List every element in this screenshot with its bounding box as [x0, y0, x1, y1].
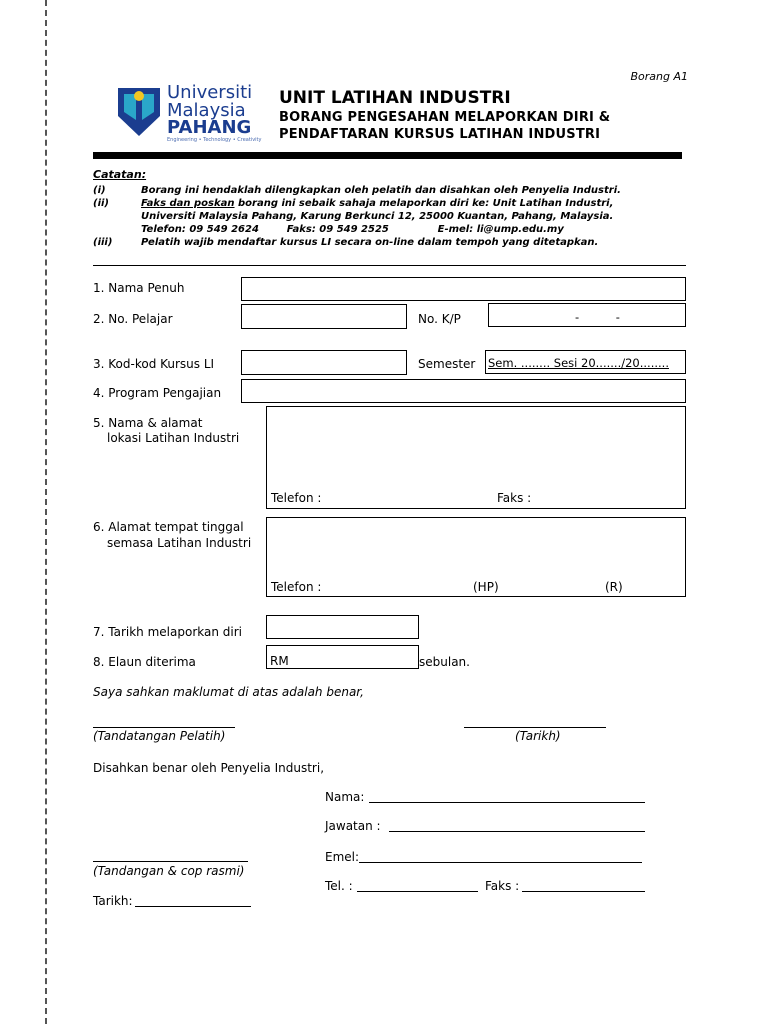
form-id: Borang A1 [630, 70, 688, 83]
label-tarikh-penyelia: Tarikh: [93, 894, 133, 908]
kod-kursus-field[interactable] [241, 350, 407, 375]
label-nama-penuh: 1. Nama Penuh [93, 281, 185, 295]
nama-line[interactable] [369, 802, 645, 803]
jawatan-line[interactable] [389, 831, 645, 832]
logo-tagline: Engineering • Technology • Creativity [167, 137, 262, 143]
label-tarikh-lapor: 7. Tarikh melaporkan diri [93, 625, 242, 639]
semester-field[interactable] [485, 350, 686, 374]
label-elaun: 8. Elaun diterima [93, 655, 196, 669]
tel-line[interactable] [357, 891, 478, 892]
faks-line[interactable] [522, 891, 645, 892]
label-tarikh: (Tarikh) [515, 729, 561, 743]
subtitle-line-2: PENDAFTARAN KURSUS LATIHAN INDUSTRI [279, 127, 601, 142]
elaun-field[interactable] [266, 645, 419, 669]
label-no-kp: No. K/P [418, 312, 461, 326]
semester-value: Sem. ........ Sesi 20......./20........ [488, 356, 669, 370]
logo-text-pahang: PAHANG [167, 117, 252, 138]
label-lokasi-1: 5. Nama & alamat [93, 416, 203, 430]
notes-heading: Catatan: [93, 168, 147, 181]
label-alamat-1: 6. Alamat tempat tinggal [93, 520, 244, 534]
declaration-statement: Saya sahkan maklumat di atas adalah benar, [93, 685, 364, 699]
note-item: (i) Borang ini hendaklah dilengkapkan oleh pelatih dan disahkan oleh Penyelia Industri. [93, 185, 621, 196]
notes-divider [93, 265, 686, 266]
header-divider [93, 152, 682, 159]
label-no-pelajar: 2. No. Pelajar [93, 312, 173, 326]
cut-line [45, 0, 47, 1024]
tarikh-penyelia-line[interactable] [135, 906, 251, 907]
logo-text-malaysia: Malaysia [167, 100, 246, 121]
label-cop-rasmi: (Tandangan & cop rasmi) [93, 864, 245, 878]
label-faks: Faks : [485, 879, 520, 893]
elaun-prefix: RM [270, 654, 289, 668]
no-pelajar-field[interactable] [241, 304, 407, 329]
alamat-telefon-label: Telefon : [271, 580, 322, 594]
note-item: Universiti Malaysia Pahang, Karung Berkunci 12, 25000 Kuantan, Pahang, Malaysia. [141, 211, 614, 222]
label-alamat-2: semasa Latihan Industri [107, 536, 252, 550]
label-semester: Semester [418, 357, 476, 371]
label-tel: Tel. : [325, 879, 353, 893]
tarikh-signature-line[interactable] [464, 727, 606, 728]
label-kod-kursus: 3. Kod-kod Kursus LI [93, 357, 215, 371]
tarikh-lapor-field[interactable] [266, 615, 419, 639]
label-nama: Nama: [325, 790, 365, 804]
lokasi-telefon-label: Telefon : [271, 491, 322, 505]
note-item: Telefon: 09 549 2624 Faks: 09 549 2525 E-mel: li@ump.edu.my [141, 224, 564, 235]
alamat-field[interactable] [266, 517, 686, 597]
label-lokasi-2: lokasi Latihan Industri [107, 431, 240, 445]
pelatih-signature-line[interactable] [93, 727, 235, 728]
page-title: UNIT LATIHAN INDUSTRI [279, 88, 511, 108]
label-program: 4. Program Pengajian [93, 386, 222, 400]
nama-penuh-field[interactable] [241, 277, 686, 301]
alamat-hp-label: (HP) [473, 580, 499, 594]
lokasi-faks-label: Faks : [497, 491, 532, 505]
label-tandatangan-pelatih: (Tandatangan Pelatih) [93, 729, 226, 743]
no-kp-field[interactable] [488, 303, 686, 327]
elaun-suffix: sebulan. [419, 655, 470, 669]
ump-shield-logo-icon [116, 86, 162, 138]
lokasi-field[interactable] [266, 406, 686, 509]
subtitle-line-1: BORANG PENGESAHAN MELAPORKAN DIRI & [279, 110, 611, 125]
cop-signature-line[interactable] [93, 861, 248, 862]
no-kp-separators: - - [575, 310, 620, 324]
note-item: (iii) Pelatih wajib mendaftar kursus LI secara on-line dalam tempoh yang ditetapkan. [93, 237, 599, 248]
label-emel: Emel: [325, 850, 360, 864]
note-item: (ii) Faks dan poskan borang ini sebaik sahaja melaporkan diri ke: Unit Latihan Industri, [93, 198, 614, 209]
verified-by-text: Disahkan benar oleh Penyelia Industri, [93, 761, 325, 775]
label-jawatan: Jawatan : [325, 819, 381, 833]
program-field[interactable] [241, 379, 686, 403]
notes-section [93, 168, 693, 249]
alamat-r-label: (R) [605, 580, 623, 594]
logo-text-universiti: Universiti [167, 82, 253, 103]
emel-line[interactable] [359, 862, 642, 863]
